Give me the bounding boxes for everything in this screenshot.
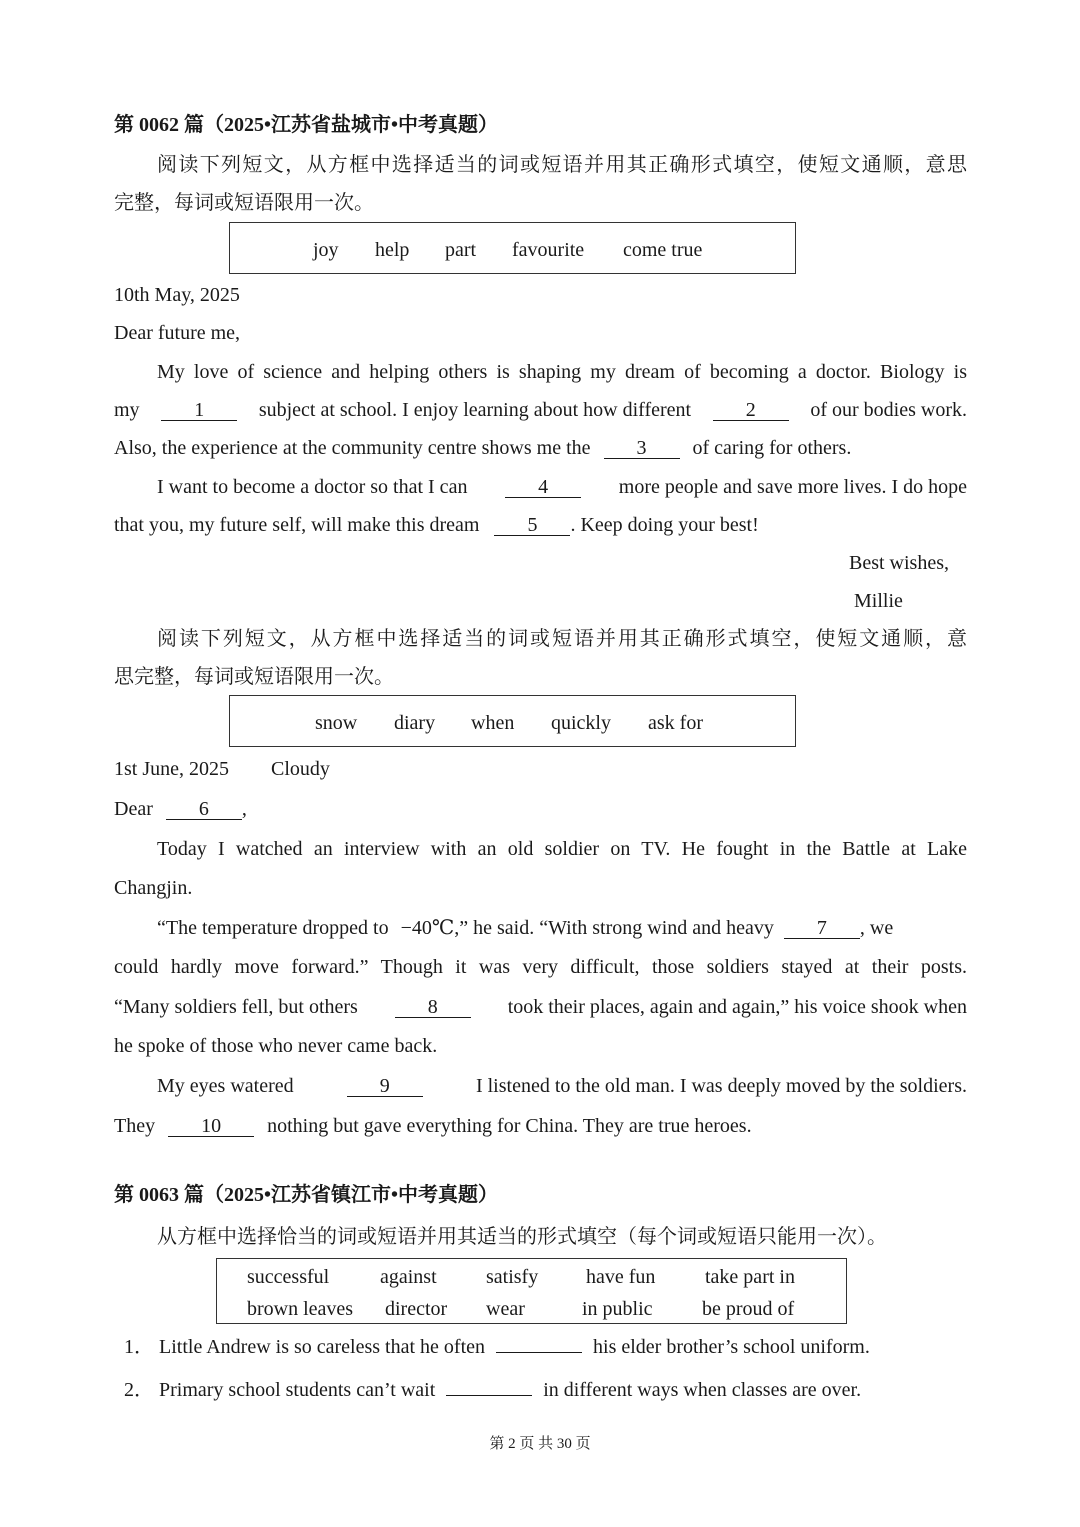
instruction-line: 思完整，每词或短语限用一次。 (114, 666, 394, 688)
blank-8: 8 (395, 997, 471, 1018)
word-box-item: have fun (586, 1266, 656, 1288)
word-box-item: favourite (512, 239, 585, 261)
text-segment: Primary school students can’t wait (159, 1379, 436, 1401)
blank-10: 10 (168, 1116, 254, 1137)
text-segment: Dear (114, 798, 153, 820)
word-box-item: brown leaves (247, 1298, 354, 1320)
paragraph-line (114, 436, 851, 460)
blank-7: 7 (784, 918, 860, 939)
paragraph-line: he spoke of those who never came back. (114, 1035, 438, 1057)
paragraph-line (114, 1114, 752, 1138)
answer-blank-2[interactable] (446, 1395, 532, 1396)
page-footer: 第 2 页 共 30 页 (489, 1436, 591, 1452)
blank-6: 6 (166, 799, 242, 820)
text-segment: his elder brother’s school uniform. (593, 1336, 870, 1358)
text-segment: ,” he said. “With strong wind and heavy (454, 917, 774, 939)
word-box-item: come true (623, 239, 703, 261)
paragraph-line (157, 1074, 967, 1098)
word-box-item: ask for (648, 712, 703, 734)
word-box-item: snow (315, 712, 358, 734)
word-box-item: joy (313, 239, 339, 261)
instruction-line: 完整，每词或短语限用一次。 (114, 192, 374, 214)
word-box-item: successful (247, 1266, 330, 1288)
word-box-item: against (380, 1266, 437, 1288)
letter-closing: Best wishes, (849, 552, 949, 574)
blank-4: 4 (505, 477, 581, 498)
question-2 (124, 1378, 861, 1402)
article-heading-0062: 第 0062 篇（2025•江苏省盐城市•中考真题） (114, 114, 499, 136)
text-segment: “The temperature dropped to (157, 917, 389, 939)
paragraph-line: could hardly move forward.” Though it was very difficult, those soldiers stayed at their posts. (114, 956, 967, 978)
word-box-item: take part in (705, 1266, 795, 1288)
paragraph-line: My love of science and helping others is shaping my dream of becoming a doctor. Biology is (157, 361, 967, 383)
word-box-item: wear (486, 1298, 525, 1320)
text-segment: of our bodies work. (810, 399, 967, 421)
word-box-item: when (471, 712, 515, 734)
text-segment: subject at school. I enjoy learning about how different (258, 399, 692, 421)
paragraph-line (114, 513, 759, 537)
text-segment: I listened to the old man. I was deeply moved by the soldiers. (475, 1075, 967, 1097)
diary-weather: Cloudy (271, 758, 330, 780)
blank-3: 3 (604, 438, 680, 459)
text-segment: , (241, 798, 247, 820)
paragraph-line (114, 995, 967, 1019)
instruction-line: 阅读下列短文，从方框中选择适当的词或短语并用其正确形式填空，使短文通顺，意 (157, 628, 967, 650)
paragraph-line (157, 475, 967, 499)
paragraph-line (114, 398, 967, 422)
word-box-item: diary (394, 712, 436, 734)
blank-9: 9 (347, 1076, 423, 1097)
instruction-line: 从方框中选择恰当的词或短语并用其适当的形式填空（每个词或短语只能用一次）。 (157, 1226, 887, 1248)
text-segment: . Keep doing your best! (570, 514, 759, 536)
text-segment: of caring for others. (692, 437, 852, 459)
text-segment: took their places, again and again,” his voice shook when (507, 996, 967, 1018)
text-segment: more people and save more lives. I do hope (618, 476, 967, 498)
text-segment: Little Andrew is so careless that he often (159, 1336, 486, 1358)
text-segment: my (114, 399, 140, 421)
question-1 (124, 1335, 870, 1359)
blank-1: 1 (161, 400, 237, 421)
paragraph-line (157, 916, 967, 940)
text-segment: “Many soldiers fell, but others (114, 996, 358, 1018)
letter-date: 10th May, 2025 (114, 284, 240, 306)
question-number: 1． (124, 1336, 154, 1358)
blank-2: 2 (713, 400, 789, 421)
answer-blank-1[interactable] (496, 1352, 582, 1353)
word-box-item: quickly (551, 712, 611, 734)
text-segment: I want to become a doctor so that I can (157, 476, 468, 498)
word-box-item: part (445, 239, 477, 261)
text-segment: in different ways when classes are over. (543, 1379, 862, 1401)
paragraph-line: Today I watched an interview with an old soldier on TV. He fought in the Battle at Lake (157, 838, 967, 860)
word-box-item: help (375, 239, 410, 261)
text-segment: Also, the experience at the community centre shows me the (114, 437, 591, 459)
letter-signature: Millie (854, 590, 903, 612)
article-heading-0063: 第 0063 篇（2025•江苏省镇江市•中考真题） (114, 1184, 499, 1206)
text-segment: My eyes watered (157, 1075, 294, 1097)
diary-greeting (114, 797, 247, 821)
blank-5: 5 (494, 515, 570, 536)
paragraph-line: Changjin. (114, 877, 193, 899)
question-number: 2． (124, 1379, 154, 1401)
diary-date: 1st June, 2025 (114, 758, 229, 780)
word-box-item: satisfy (486, 1266, 539, 1288)
text-segment: , we (859, 917, 894, 939)
text-segment: They (114, 1115, 156, 1137)
temperature-value: −40℃ (400, 917, 455, 939)
text-segment: that you, my future self, will make this dream (114, 514, 480, 536)
letter-greeting: Dear future me, (114, 322, 241, 344)
word-box-item: in public (582, 1298, 653, 1320)
word-box-item: be proud of (702, 1298, 795, 1320)
text-segment: nothing but gave everything for China. They are true heroes. (267, 1115, 752, 1137)
instruction-line: 阅读下列短文，从方框中选择适当的词或短语并用其正确形式填空，使短文通顺，意思 (157, 154, 967, 176)
word-box-item: director (385, 1298, 448, 1320)
